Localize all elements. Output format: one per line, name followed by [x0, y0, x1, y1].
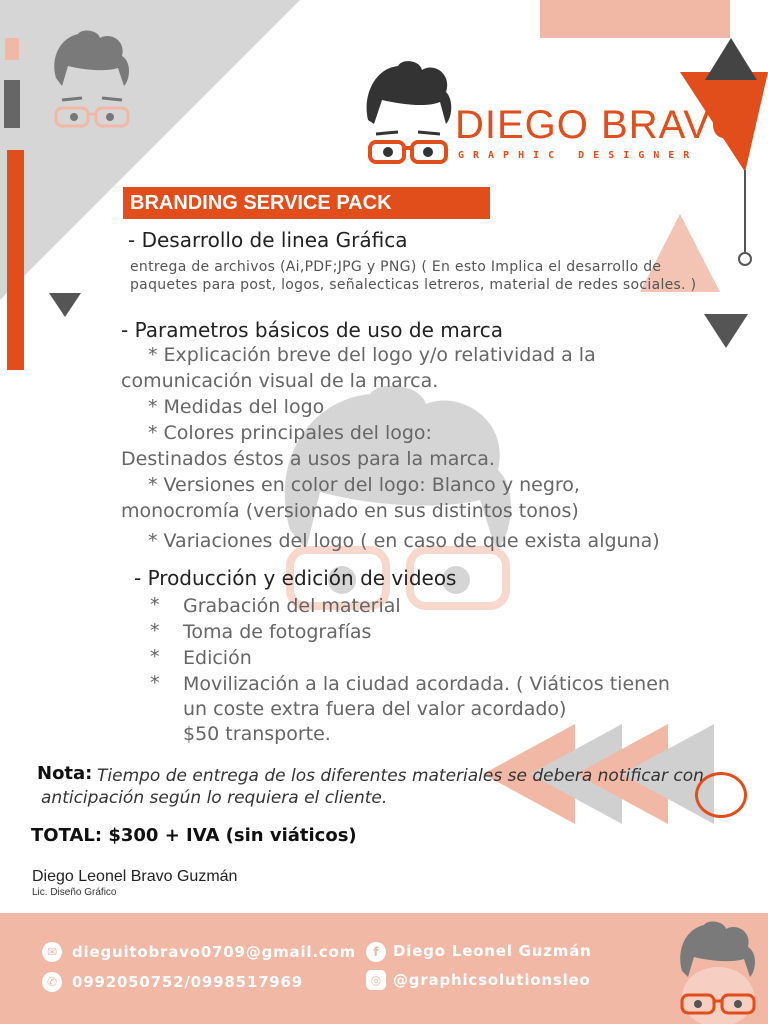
brand-name: DIEGO BRAVO: [455, 103, 744, 147]
contact-instagram[interactable]: @graphicsolutionsleo: [393, 971, 591, 989]
signature-title: Lic. Diseño Gráfico: [32, 887, 117, 898]
section3-item: Movilización a la ciudad acordada. ( Viáticos tienen: [183, 673, 670, 695]
top-left-gray-triangle: [0, 0, 300, 300]
section2-line: * Variaciones del logo ( en caso de que exista alguna): [148, 530, 660, 552]
email-icon: ✉: [42, 942, 62, 962]
left-peach-square: [5, 38, 19, 60]
contact-phone[interactable]: 0992050752/0998517969: [72, 973, 304, 991]
facebook-icon: f: [366, 942, 386, 962]
left-gray-bar: [4, 80, 20, 128]
section2-line: * Medidas del logo: [148, 396, 325, 418]
nota-label: Nota:: [37, 763, 93, 784]
section2-line: * Explicación breve del logo y/o relatividad a la: [148, 344, 596, 366]
section1-detail: entrega de archivos (Ai,PDF;JPG y PNG) ( En esto Implica el desarrollo de paquetes para post, logos, señalecticas letreros, material de redes sociales. ): [130, 259, 697, 293]
section3-item: $50 transporte.: [183, 723, 331, 745]
bullet-asterisk: *: [150, 646, 160, 668]
instagram-icon: ◎: [366, 970, 386, 990]
signature-name: Diego Leonel Bravo Guzmán: [32, 868, 238, 885]
nota-text: Tiempo de entrega de los diferentes materiales se debera notificar con anticipación según lo requiera el cliente.: [41, 766, 704, 808]
logo-mascot-icon: [362, 58, 454, 168]
bullet-asterisk: *: [150, 672, 160, 694]
section2-line: * Colores principales del logo:: [148, 422, 432, 444]
section1-heading: - Desarrollo de linea Gráfica: [128, 228, 408, 252]
right-down-triangle: [704, 314, 748, 348]
section2-line: * Versiones en color del logo: Blanco y negro,: [148, 474, 580, 496]
section2-heading: - Parametros básicos de uso de marca: [121, 318, 504, 342]
contact-email[interactable]: dieguitobravo0709@gmail.com: [72, 943, 357, 961]
section2-line: monocromía (versionado en sus distintos tonos): [121, 500, 579, 522]
mascot-icon-footer: [674, 919, 762, 1024]
contact-footer: [0, 913, 768, 1024]
right-pin-circle: [738, 252, 752, 266]
section3-item: un coste extra fuera del valor acordado): [183, 698, 567, 720]
left-down-triangle: [49, 293, 81, 317]
brand-subtitle: GRAPHIC DESIGNER: [458, 150, 699, 161]
section2-line: comunicación visual de la marca.: [121, 370, 439, 392]
mascot-icon-top-left: [48, 28, 136, 132]
pack-title-banner: BRANDING SERVICE PACK: [123, 187, 490, 219]
bullet-asterisk: *: [150, 620, 160, 642]
bullet-asterisk: *: [150, 594, 160, 616]
contact-facebook[interactable]: Diego Leonel Guzmán: [393, 942, 592, 960]
total-price: TOTAL: $300 + IVA (sin viáticos): [31, 825, 357, 846]
section3-item: Grabación del material: [183, 595, 401, 617]
top-peach-bar: [555, 0, 725, 37]
section3-item: Edición: [183, 647, 252, 669]
section3-heading: - Producción y edición de videos: [134, 566, 457, 590]
section3-item: Toma de fotografías: [183, 621, 372, 643]
whatsapp-icon: ✆: [42, 972, 62, 992]
section2-line: Destinados éstos a usos para la marca.: [121, 448, 495, 470]
right-dark-triangle: [705, 38, 757, 80]
left-orange-bar: [7, 150, 24, 370]
right-pin-line: [744, 170, 746, 254]
